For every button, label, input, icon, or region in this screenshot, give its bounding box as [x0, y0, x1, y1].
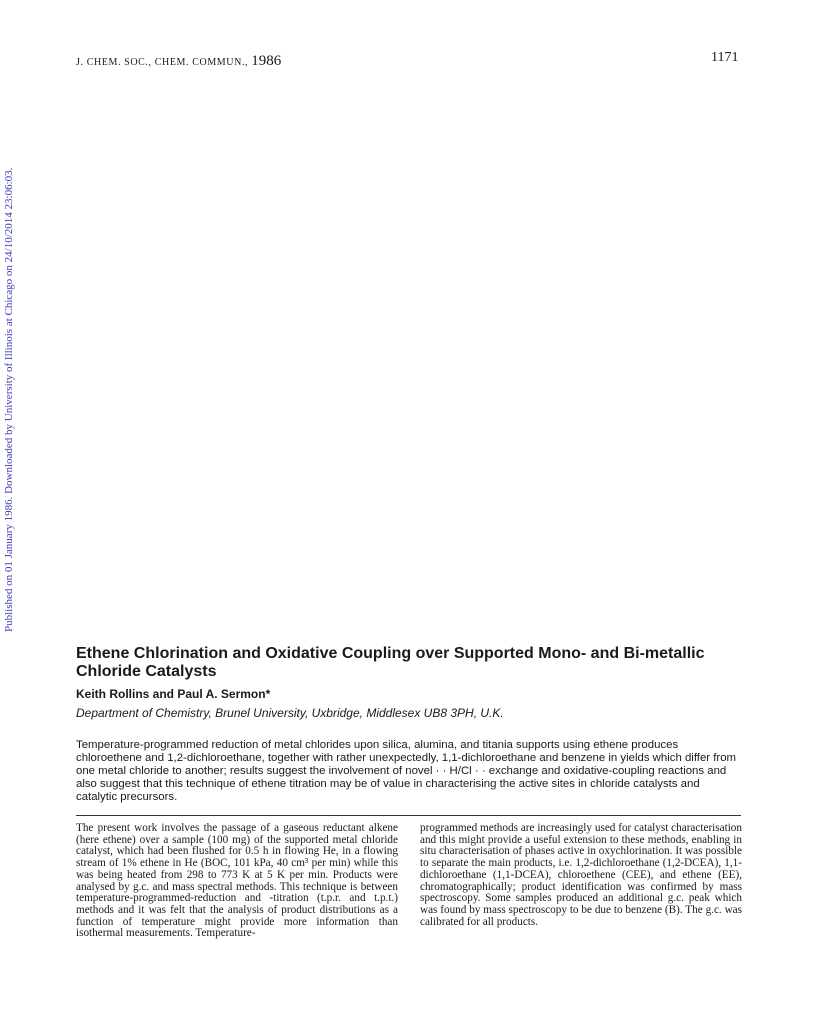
journal-name: J. CHEM. SOC., CHEM. COMMUN.,: [76, 57, 249, 68]
download-notice[interactable]: Published on 01 January 1986. Downloaded by University of Illinois at Chicago on 24/10/2014 23:06:03.: [3, 167, 15, 632]
author-affiliation: Department of Chemistry, Brunel University, Uxbridge, Middlesex UB8 3PH, U.K.: [76, 706, 504, 720]
body-text-right-column: programmed methods are increasingly used for catalyst characterisation and this might provide a useful extension to these methods, enabling in situ characterisation of phases active in oxychlorination. It was possible to separate the main products, i.e. 1,2-dichloroethane (1,2-DCEA), 1,1-dichloroethane (1,1-DCEA), chloroethene (CEE), and ethene (EE), chromatographically; product identification was confirmed by mass spectroscopy. Some samples produced an additional g.c. peak which was found by mass spectroscopy to be due to benzene (B). The g.c. was calibrated for all products.: [420, 822, 742, 928]
article-title: Ethene Chlorination and Oxidative Coupling over Supported Mono- and Bi-metallic Chloride Catalysts: [76, 645, 705, 680]
section-divider: [76, 815, 741, 816]
journal-year: 1986: [251, 53, 282, 69]
article-abstract: Temperature-programmed reduction of metal chlorides upon silica, alumina, and titania supports using ethene produces chloroethene and 1,2-dichloroethane, together with rather unexpectedly, 1,1-dichloroethane and benzene in yields which differ from one metal chloride to another; results suggest the involvement of novel · · H/Cl · · exchange and oxidative-coupling reactions and also suggest that this technique of ethene titration may be of value in characterising the active sites in chloride catalysts and catalytic precursors.: [76, 739, 737, 803]
page-number: 1171: [711, 50, 739, 65]
article-authors: Keith Rollins and Paul A. Sermon*: [76, 687, 271, 701]
journal-header: [76, 53, 281, 70]
body-text-left-column: The present work involves the passage of a gaseous reductant alkene (here ethene) over a sample (100 mg) of the supported metal chloride catalyst, which had been flushed for 0.5 h in flowing He, in a flowing stream of 1% ethene in He (BOC, 101 kPa, 40 cm³ per min) while this was being heated from 298 to 773 K at 5 K per min. Products were analysed by g.c. and mass spectral methods. This technique is between temperature-programmed-reduction and -titration (t.p.r. and t.p.t.) methods and it was felt that the analysis of product distributions as a function of temperature might provide more information than isothermal measurements. Temperature-: [76, 822, 398, 940]
